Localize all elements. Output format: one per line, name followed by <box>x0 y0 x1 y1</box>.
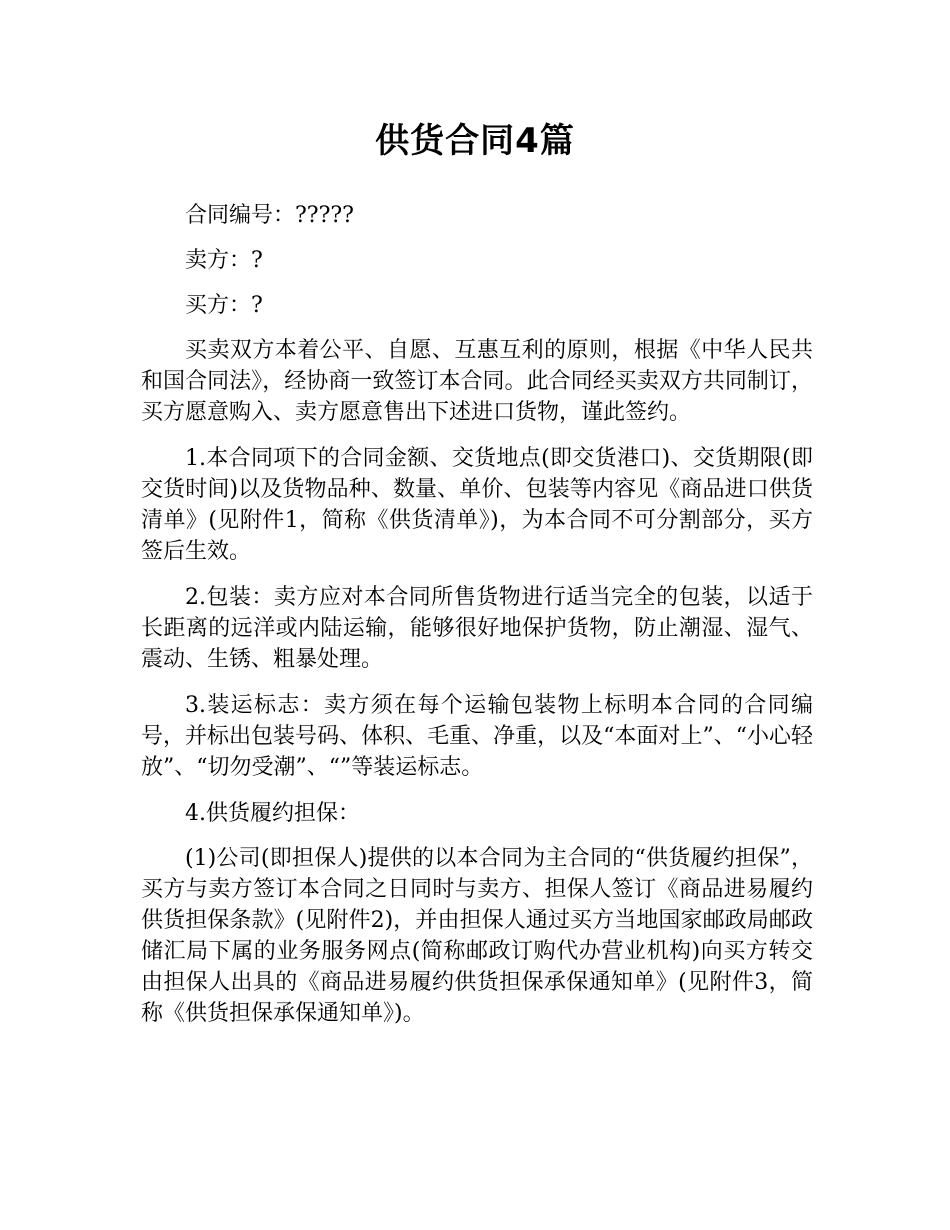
preamble-paragraph: 买卖双方本着公平、自愿、互惠互利的原则，根据《中华人民共和国合同法》，经协商一致签订本合同。此合同经买卖双方共同制订，买方愿意购入、卖方愿意售出下述进口货物，谨此签约。 <box>141 338 813 425</box>
buyer-line: 买方：? <box>185 293 263 318</box>
clause-4-1-paragraph: (1)公司(即担保人)提供的以本合同为主合同的“供货履约担保”，买方与卖方签订本合同之日同时与卖方、担保人签订《商品进易履约供货担保条款》(见附件2)，并由担保人通过买方当地国家邮政局邮政储汇局下属的业务服务网点(简称邮政订购代办营业机构)向买方转交由担保人出具的《商品进易履约供货担保承保通知单》(见附件3，简称《供货担保承保通知单》)。 <box>141 846 813 1026</box>
contract-number-line: 合同编号：????? <box>185 203 354 228</box>
clause-4-heading: 4.供货履约担保： <box>185 801 360 826</box>
clause-3-shipping-marks-paragraph: 3.装运标志：卖方须在每个运输包装物上标明本合同的合同编号，并标出包装号码、体积、毛重、净重，以及“本面对上”、“小心轻放”、“切勿受潮”、“”等装运标志。 <box>141 693 813 780</box>
clause-1-paragraph: 1.本合同项下的合同金额、交货地点(即交货港口)、交货期限(即交货时间)以及货物品种、数量、单价、包装等内容见《商品进口供货清单》(见附件1，简称《供货清单》)，为本合同不可分割部分，买方签后生效。 <box>141 446 813 564</box>
document-title: 供货合同4篇 <box>375 121 575 161</box>
document-body <box>141 200 813 1044</box>
clause-2-packing-paragraph: 2.包装：卖方应对本合同所售货物进行适当完全的包装，以适于长距离的远洋或内陆运输，能够很好地保护货物，防止潮湿、湿气、震动、生锈、粗暴处理。 <box>141 585 813 672</box>
seller-line: 卖方：? <box>185 248 263 273</box>
